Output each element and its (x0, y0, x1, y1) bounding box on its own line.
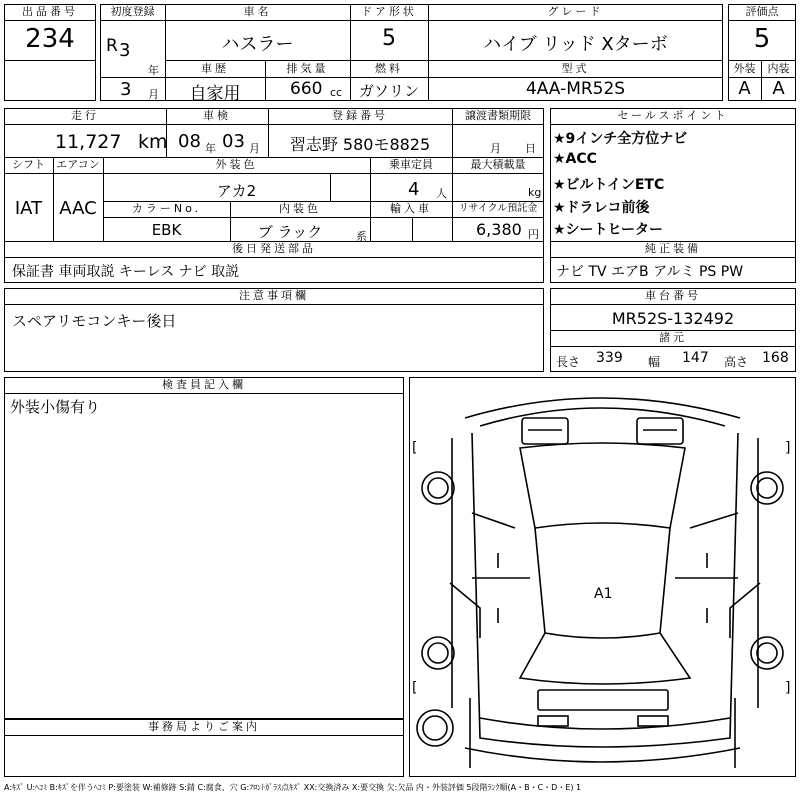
bracket-left-1: [ (412, 440, 418, 456)
max-load-label: 最大積載量 (470, 158, 526, 171)
capacity-value: 4 (408, 179, 420, 200)
mileage-label: 走行 (71, 109, 99, 122)
car-diagram (409, 377, 796, 777)
door-label: ドア形状 (361, 5, 417, 18)
equipment-label: 純正装備 (645, 242, 701, 255)
sales-point-2: ★ACC (553, 151, 597, 167)
grade-label: グレード (547, 5, 604, 18)
color-no-value: EBK (151, 221, 182, 239)
transfer-day-unit: 日 (525, 142, 536, 155)
sales-point-5: ★シートヒーター (553, 222, 663, 238)
capacity-unit: 人 (436, 187, 447, 200)
sales-point-4: ★ドラレコ前後 (553, 200, 650, 216)
first-reg-month: 3 (120, 79, 132, 100)
height-value: 168 (762, 350, 789, 366)
inspection-label: 車検 (203, 109, 231, 122)
exterior-grade-value: A (738, 78, 751, 99)
recycle-value: 6,380 (476, 220, 522, 239)
sales-point-3: ★ビルトインETC (553, 177, 665, 193)
width-label: 幅 (648, 355, 661, 369)
lot-number: 234 (25, 24, 75, 54)
exterior-color-value: アカ2 (216, 182, 257, 200)
recycle-label: リサイクル預託金 (458, 203, 538, 214)
year-unit: 年 (148, 64, 159, 77)
shift-label: シフト (12, 158, 45, 171)
bracket-right-2: ] (785, 680, 791, 696)
height-label: 高さ (724, 355, 749, 369)
ownership-label: 車歴 (201, 62, 229, 75)
length-label: 長さ (556, 355, 581, 369)
displacement-value: 660 (290, 79, 323, 99)
car-name: ハスラー (221, 34, 294, 55)
transfer-deadline-label: 譲渡書類期限 (465, 109, 531, 122)
inspection-year: 08 (178, 131, 201, 152)
score-value: 5 (753, 24, 771, 54)
length-value: 339 (596, 350, 623, 366)
specs-label: 諸元 (659, 331, 687, 344)
aircon-label: エアコン (56, 158, 100, 171)
model-code-label: 型式 (561, 62, 590, 75)
car-name-label: 車名 (243, 5, 272, 18)
displacement-label: 排気量 (286, 62, 329, 75)
exterior-grade-label: 外装 (733, 62, 756, 75)
shift-value: IAT (14, 198, 43, 219)
interior-color-unit: 系 (356, 230, 367, 243)
later-parts-value: 保証書 車両取説 キーレス ナビ 取説 (12, 264, 240, 280)
score-label: 評価点 (745, 5, 779, 18)
transfer-month-unit: 月 (490, 142, 501, 155)
recycle-unit: 円 (528, 228, 539, 241)
grade-value: ハイブ リッド Xターボ (483, 34, 668, 55)
equipment-value: ナビ TV エアB アルミ PS PW (556, 264, 744, 280)
chassis-value: MR52S-132492 (611, 309, 735, 328)
mileage-unit: km (138, 131, 168, 153)
interior-grade-label: 内装 (767, 62, 790, 75)
sales-point-1: ★9インチ全方位ナビ (553, 131, 688, 147)
capacity-label: 乗車定員 (389, 158, 433, 171)
office-label: 事務局よりご案内 (148, 720, 260, 733)
plate-value: 習志野 580モ8825 (289, 135, 431, 154)
inspector-box (4, 377, 404, 719)
inspection-month-unit: 月 (249, 142, 260, 155)
first-reg-label: 初度登録 (110, 5, 155, 18)
sales-points-label: セールスポイント (617, 109, 729, 122)
bracket-left-2: [ (412, 680, 418, 696)
interior-color-value: ブ ラック (257, 223, 323, 241)
aircon-value: AAC (59, 198, 97, 219)
model-code-value: 4AA-MR52S (525, 79, 626, 99)
inspection-year-unit: 年 (205, 142, 216, 155)
width-value: 147 (682, 350, 709, 366)
color-no-label: カラーNo. (131, 202, 202, 215)
notes-value: スペアリモコンキー後日 (12, 312, 177, 330)
displacement-unit: cc (330, 86, 343, 99)
era-letter: R (106, 36, 118, 56)
fuel-value: ガソリン (358, 82, 419, 100)
chassis-label: 車台番号 (645, 289, 701, 302)
ownership-value: 自家用 (189, 84, 241, 104)
legend: A:ｷｽﾞ U:ﾍｺﾐ B:ｷｽﾞを伴うﾍｺﾐ P:要塗装 W:補修跡 S:錆 C:腐食、穴 G:ﾌﾛﾝﾄｶﾞﾗｽ点ｷｽﾞ XX:交換済み X:要交換 欠:欠品 内・外装評価 5段階ﾗﾝｸ順(A・B・C・D・E) 1 (4, 783, 582, 792)
interior-grade-value: A (772, 78, 785, 99)
fuel-label: 燃料 (375, 62, 403, 75)
month-unit: 月 (148, 88, 159, 101)
door-value: 5 (382, 26, 396, 51)
import-label: 輸入車 (390, 202, 432, 215)
interior-color-label: 内装色 (279, 202, 321, 215)
mileage-value: 11,727 (55, 131, 122, 153)
first-reg-year: 3 (119, 40, 131, 61)
inspector-value: 外装小傷有り (10, 398, 101, 416)
max-load-unit: kg (528, 186, 542, 199)
bracket-right-1: ] (785, 440, 791, 456)
lot-label: 出品番号 (22, 5, 78, 18)
damage-mark: A1 (594, 586, 613, 602)
later-parts-label: 後日発送部品 (232, 242, 316, 255)
exterior-color-label: 外装色 (215, 158, 258, 171)
inspection-month: 03 (222, 131, 245, 152)
notes-label: 注意事項欄 (239, 289, 309, 302)
inspector-label: 検査員記入欄 (162, 378, 246, 391)
plate-label: 登録番号 (332, 109, 388, 122)
